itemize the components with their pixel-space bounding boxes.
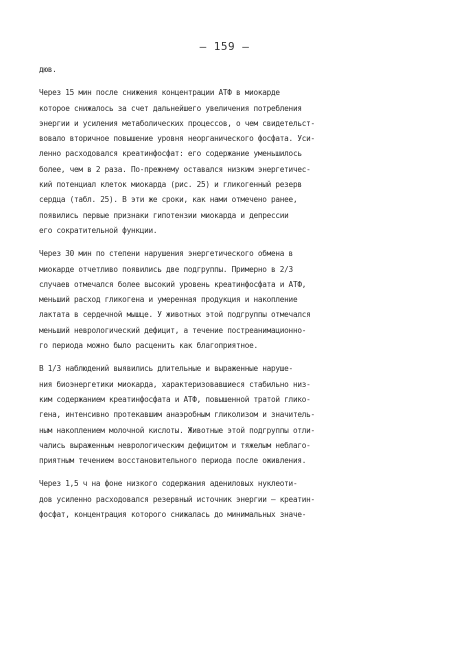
text-line: ным накоплением молочной кислоты. Животные этой подгруппы отли-: [39, 425, 315, 435]
text-line: дюв.: [39, 65, 57, 74]
text-line: ленно расходовался креатинфосфат: его содержание уменьшилось: [39, 149, 302, 159]
text-line: меньший расход гликогена и умеренная продукция и накопление: [39, 295, 298, 305]
text-line: сердца (табл. 25). В эти же сроки, как нами отмечено ранее,: [39, 195, 298, 205]
text-line: миокарде отчетливо появились две подгруппы. Примерно в 2/3: [39, 264, 293, 274]
text-line: энергии и усиления метаболических процессов, о чем свидетельст-: [39, 118, 315, 128]
text-line: приятным течением восстановительного периода после оживления.: [39, 456, 307, 466]
text-line: В 1/3 наблюдений выявились длительные и выраженные наруше-: [39, 364, 293, 374]
text-line: ким содержанием креатинфосфата и АТФ, повышенной тратой глико-: [39, 394, 311, 404]
text-line: гена, интенсивно протекавшим анаэробным гликолизом и значитель-: [39, 410, 315, 420]
body-text: [39, 62, 399, 522]
text-line: лактата в сердечной мышце. У животных этой подгруппы отмечался: [39, 310, 311, 320]
paragraph-gap: [39, 238, 399, 246]
text-line: кий потенциал клеток миокарда (рис. 25) и гликогенный резерв: [39, 180, 302, 190]
text-line: вовало вторичное повышение уровня неорганического фосфата. Уси-: [39, 134, 315, 144]
text-line: более, чем в 2 раза. По-прежнему оставался низким энергетичес-: [39, 164, 311, 174]
paragraph-gap: [39, 468, 399, 476]
paragraph-gap: [39, 77, 399, 85]
text-line: случаев отмечался более высокий уровень креатинфосфата и АТФ,: [39, 279, 307, 289]
text-line: дов усиленно расходовался резервный источник энергии – креатин-: [39, 494, 315, 504]
text-line: его сократительной функции.: [39, 225, 158, 235]
text-line: меньший неврологический дефицит, а течение постреанимационно-: [39, 325, 307, 335]
text-line: которое снижалось за счет дальнейшего увеличения потребления: [39, 103, 302, 113]
text-line: Через 1,5 ч на фоне низкого содержания адениловых нуклеоти-: [39, 479, 298, 489]
text-line: фосфат, концентрация которого снижалась до минимальных значе-: [39, 510, 307, 520]
page-number: – 159 –: [199, 40, 250, 53]
paragraph-gap: [39, 353, 399, 361]
text-line: появились первые признаки гипотензии миокарда и депрессии: [39, 210, 289, 220]
text-line: го периода можно было расценить как благоприятное.: [39, 341, 258, 351]
text-line: Через 15 мин после снижения концентрации АТФ в миокарде: [39, 88, 280, 98]
text-line: Через 30 мин по степени нарушения энергетического обмена в: [39, 249, 293, 259]
text-line: ния биоэнергетики миокарда, характеризовавшиеся стабильно низ-: [39, 379, 311, 389]
text-line: чались выраженным неврологическим дефицитом и тяжелым неблаго-: [39, 440, 311, 450]
